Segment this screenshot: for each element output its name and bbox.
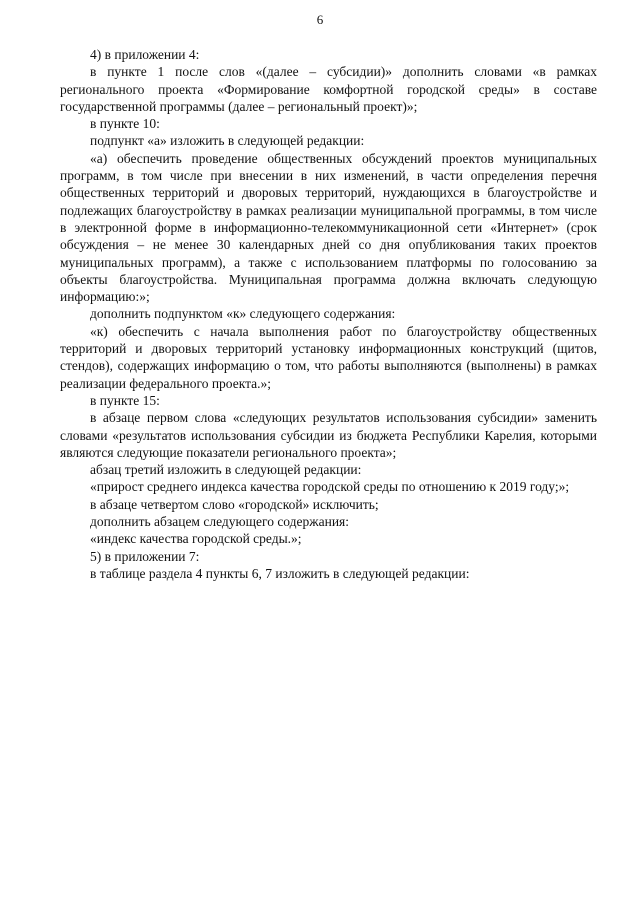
paragraph-third-abzac-intro: абзац третий изложить в следующей редакции: — [90, 462, 362, 478]
paragraph-point-15-first-abzac: в абзаце первом слова «следующих результатов использования субсидии» заменить словами «результатов использования субсидии из бюджета Республики Карелия, которыми являются следующие показатели регионального проекта»; — [60, 410, 597, 460]
paragraph-subpoint-k-intro: дополнить подпунктом «к» следующего содержания: — [90, 306, 396, 322]
paragraph-subpoint-a-intro: подпункт «а» изложить в следующей редакции: — [90, 133, 365, 149]
paragraph-section-4-table: в таблице раздела 4 пункты 6, 7 изложить в следующей редакции: — [90, 565, 470, 581]
page-number: 6 — [316, 12, 324, 27]
paragraph-add-abzac-text: «индекс качества городской среды.»; — [90, 531, 302, 547]
paragraph-point-1-amendment: в пункте 1 после слов «(далее – субсидии)» дополнить словами «в рамках регионального проекта «Формирование комфортной городской среды» в составе государственной программы (далее – региональный проект)»; — [60, 64, 597, 114]
paragraph-appendix-7-heading: 5) в приложении 7: — [90, 548, 200, 564]
paragraph-point-15-heading: в пункте 15: — [90, 392, 160, 408]
paragraph-subpoint-k-text: «к) обеспечить с начала выполнения работ по благоустройству общественных территорий и дворовых территорий установку информационных конструкций (щитов, стендов), содержащих информацию о том, что работы выполняются (выполнены) в рамках реализации федерального проекта.»; — [60, 323, 597, 391]
paragraph-fourth-abzac: в абзаце четвертом слово «городской» исключить; — [90, 496, 379, 512]
paragraph-point-10-heading: в пункте 10: — [90, 116, 160, 132]
paragraph-add-abzac-intro: дополнить абзацем следующего содержания: — [90, 514, 350, 530]
paragraph-subpoint-a-text: «а) обеспечить проведение общественных обсуждений проектов муниципальных программ, в том числе при внесении в них изменений, в части определения перечня общественных территорий и дворовых территорий, нуждающихся в благоустройстве и подлежащих благоустройству в рамках реализации муниципальной программы, в том числе в электронной форме в информационно-телекоммуникационной сети «Интернет» (срок обсуждения – не менее 30 календарных дней со дня опубликования таких проектов муниципальных программ), а также с использованием платформы по голосованию за объекты благоустройства. Муниципальная программа должна включать следующую информацию:»; — [60, 150, 597, 305]
paragraph-appendix-4-heading: 4) в приложении 4: — [90, 47, 200, 62]
document-body — [60, 46, 597, 582]
paragraph-third-abzac-text: «прирост среднего индекса качества городской среды по отношению к 2019 году;»; — [90, 479, 570, 495]
